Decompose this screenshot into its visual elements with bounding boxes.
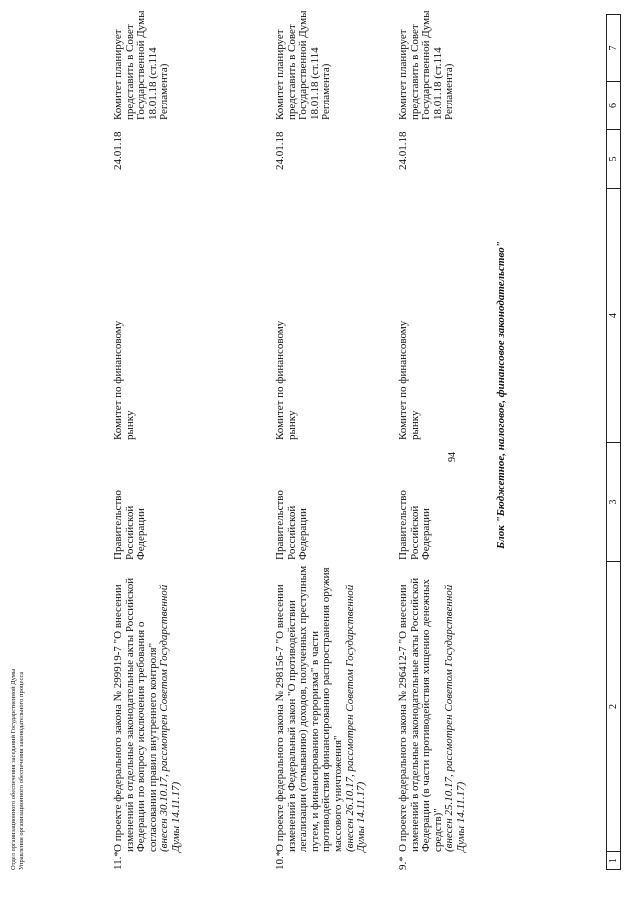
block-title: Блок "Бюджетное, налоговое, финансовое законодательство" bbox=[495, 241, 507, 549]
row-number: 11.* bbox=[112, 851, 124, 870]
bill-note: (внесен 25.10.17, рассмотрен Советом Государственной Думы 14.11.17) bbox=[443, 584, 467, 852]
footer-line: Отдел организационного обеспечения заседаний Государственной Думы bbox=[10, 668, 17, 870]
bill-title-text: О проекте федерального закона № 296412-7 "О внесении изменений в отдельные законодательные акты Российской Федерации (в части противодействия хищению денежных средств)" bbox=[397, 577, 444, 852]
committee: Комитет по финансовому рынку bbox=[274, 320, 298, 440]
initiator: Правительство Российской Федерации bbox=[112, 490, 148, 560]
bill-title bbox=[275, 562, 368, 852]
bill-title-text: О проекте федерального закона № 299919-7 "О внесении изменений в отдельные законодательные акты Российской Федерации по вопросу исключения требования о согласовании правил внутреннего контроля" bbox=[112, 577, 159, 852]
bill-title bbox=[398, 562, 468, 852]
row-number: 9.* bbox=[397, 856, 409, 870]
column-number: 7 bbox=[608, 45, 619, 51]
date: 24.01.18 bbox=[397, 131, 409, 170]
date: 24.01.18 bbox=[274, 131, 286, 170]
plan-note: Комитет планирует представить в Совет Государственной Думы 18.01.18 (ст.114 Регламента) bbox=[397, 10, 456, 120]
column-number: 3 bbox=[607, 442, 620, 561]
plan-note: Комитет планирует представить в Совет Государственной Думы 18.01.18 (ст.114 Регламента) bbox=[274, 10, 333, 120]
column-number: 4 bbox=[607, 188, 620, 442]
bill-title bbox=[113, 562, 183, 852]
initiator: Правительство Российской Федерации bbox=[397, 490, 433, 560]
column-number: 6 bbox=[607, 81, 620, 129]
column-number: 2 bbox=[607, 561, 620, 851]
footer bbox=[10, 669, 26, 870]
bill-note: (внесен 30.10.17, рассмотрен Советом Государственной Думы 14.11.17) bbox=[158, 584, 182, 852]
page-number: 94 bbox=[447, 452, 458, 462]
bill-note: (внесен 26.10.17, рассмотрен Советом Государственной Думы 14.11.17) bbox=[343, 584, 368, 852]
column-number-header bbox=[606, 14, 621, 870]
column-number: 1 bbox=[607, 851, 620, 869]
column-number: 5 bbox=[607, 129, 620, 188]
bill-title-text: О проекте федерального закона № 298156-7 "О внесении изменений в Федеральный закон "О противодействии легализации (отмыванию) доходов, полученных преступным путем, и финансированию терроризма" в части противодействия финансированию распространения оружия массового уничтожения" bbox=[274, 565, 344, 852]
committee: Комитет по финансовому рынку bbox=[112, 320, 136, 440]
row-number: 10.* bbox=[274, 850, 286, 870]
date: 24.01.18 bbox=[112, 131, 124, 170]
committee: Комитет по финансовому рынку bbox=[397, 320, 421, 440]
plan-note: Комитет планирует представить в Совет Государственной Думы 18.01.18 (ст.114 Регламента) bbox=[112, 10, 171, 120]
footer-line: Управления организационного обеспечения законодательного процесса bbox=[18, 671, 25, 870]
initiator: Правительство Российской Федерации bbox=[274, 490, 310, 560]
